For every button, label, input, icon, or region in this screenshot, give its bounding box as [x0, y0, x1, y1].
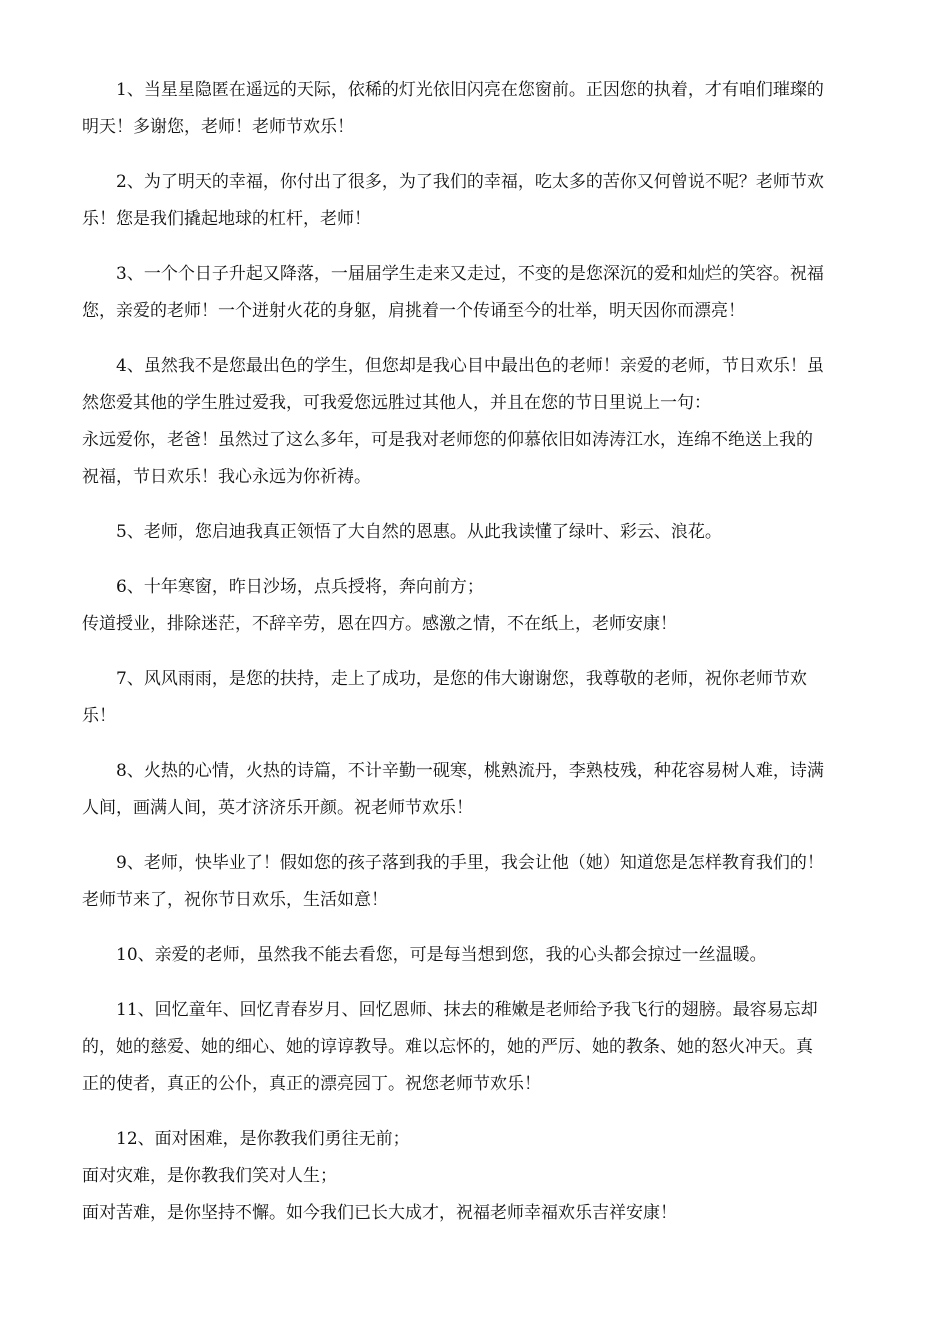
- paragraph-8: [82, 753, 866, 827]
- paragraph-2: [82, 164, 866, 238]
- paragraph-3: [82, 256, 866, 330]
- paragraph-line: 的，她的慈爱、她的细心、她的谆谆教导。难以忘怀的，她的严厉、她的教条、她的怒火冲天。真: [82, 1037, 813, 1057]
- paragraph-line: 11、回忆童年、回忆青春岁月、回忆恩师、抹去的稚嫩是老师给予我飞行的翅膀。最容易忘却: [116, 1000, 818, 1020]
- paragraph-line: 2、为了明天的幸福，你付出了很多，为了我们的幸福，吃太多的苦你又何曾说不呢？老师节欢: [116, 172, 824, 192]
- paragraph-line: 传道授业，排除迷茫，不辞辛劳，恩在四方。感激之情，不在纸上，老师安康！: [82, 614, 677, 634]
- paragraph-line: 老师节来了，祝你节日欢乐，生活如意！: [82, 890, 388, 910]
- paragraph-line: 7、风风雨雨，是您的扶持，走上了成功，是您的伟大谢谢您，我尊敬的老师，祝你老师节欢: [116, 669, 807, 689]
- paragraph-line: 人间，画满人间，英才济济乐开颜。祝老师节欢乐！: [82, 798, 473, 818]
- paragraph-line: 12、面对困难，是你教我们勇往无前；: [116, 1129, 410, 1149]
- paragraph-11: [82, 992, 866, 1103]
- document-page: [82, 72, 866, 1250]
- paragraph-line: 乐！: [82, 706, 116, 726]
- paragraph-line: 您，亲爱的老师！一个迸射火花的身躯，肩挑着一个传诵至今的壮举，明天因你而漂亮！: [82, 301, 745, 321]
- paragraph-line: 1、当星星隐匿在遥远的天际，依稀的灯光依旧闪亮在您窗前。正因您的执着，才有咱们璀璨的: [116, 80, 824, 100]
- paragraph-7: [82, 661, 866, 735]
- paragraph-line: 然您爱其他的学生胜过爱我，可我爱您远胜过其他人，并且在您的节日里说上一句：: [82, 393, 711, 413]
- paragraph-line: 3、一个个日子升起又降落，一届届学生走来又走过，不变的是您深沉的爱和灿烂的笑容。祝福: [116, 264, 824, 284]
- paragraph-line: 明天！多谢您，老师！老师节欢乐！: [82, 117, 354, 137]
- paragraph-line: 5、老师，您启迪我真正领悟了大自然的恩惠。从此我读懂了绿叶、彩云、浪花。: [116, 522, 722, 542]
- paragraph-line: 4、虽然我不是您最出色的学生，但您却是我心目中最出色的老师！亲爱的老师，节日欢乐！虽: [116, 356, 824, 376]
- paragraph-1: [82, 72, 866, 146]
- paragraph-5: [82, 514, 866, 551]
- paragraph-line: 9、老师，快毕业了！假如您的孩子落到我的手里，我会让他（她）知道您是怎样教育我们的！: [116, 853, 824, 873]
- paragraph-line: 面对苦难，是你坚持不懈。如今我们已长大成才，祝福老师幸福欢乐吉祥安康！: [82, 1203, 677, 1223]
- paragraph-line: 6、十年寒窗，昨日沙场，点兵授将，奔向前方；: [116, 577, 484, 597]
- paragraph-9: [82, 845, 866, 919]
- paragraph-line: 10、亲爱的老师，虽然我不能去看您，可是每当想到您，我的心头都会掠过一丝温暖。: [116, 945, 767, 965]
- paragraph-line: 永远爱你，老爸！虽然过了这么多年，可是我对老师您的仰慕依旧如涛涛江水，连绵不绝送上我的: [82, 430, 813, 450]
- paragraph-line: 正的使者，真正的公仆，真正的漂亮园丁。祝您老师节欢乐！: [82, 1074, 541, 1094]
- paragraph-line: 乐！您是我们撬起地球的杠杆，老师！: [82, 209, 371, 229]
- paragraph-10: [82, 937, 866, 974]
- paragraph-4: [82, 348, 866, 496]
- paragraph-line: 8、火热的心情，火热的诗篇，不计辛勤一砚寒，桃熟流丹，李熟枝残，种花容易树人难，诗满: [116, 761, 824, 781]
- paragraph-12: [82, 1121, 866, 1232]
- paragraph-line: 面对灾难，是你教我们笑对人生；: [82, 1166, 337, 1186]
- paragraph-line: 祝福，节日欢乐！我心永远为你祈祷。: [82, 467, 371, 487]
- paragraph-6: [82, 569, 866, 643]
